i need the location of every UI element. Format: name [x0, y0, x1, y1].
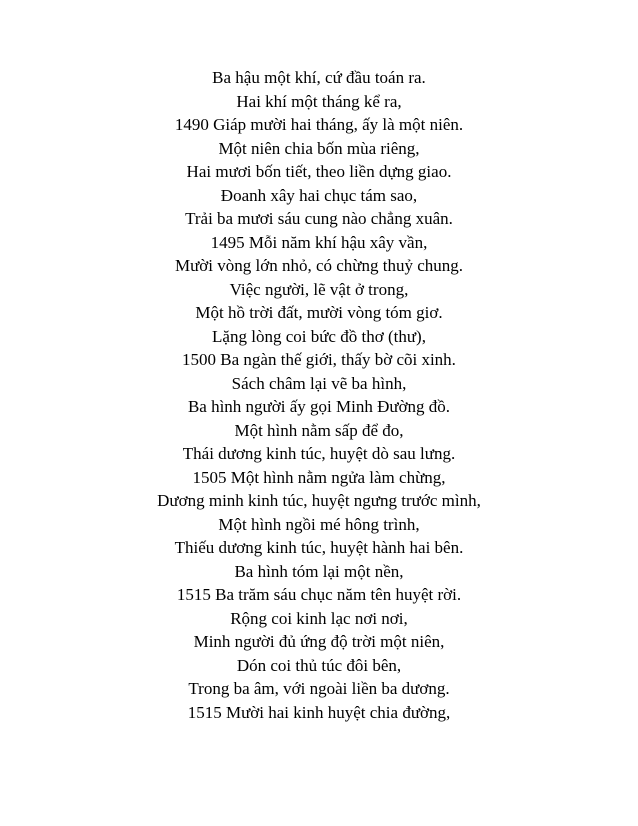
- poem-line: Dương minh kinh túc, huyệt ngưng trước mình,: [157, 491, 481, 510]
- poem-line: Dón coi thủ túc đôi bên,: [236, 655, 402, 675]
- poem-line: 1500 Ba ngàn thế giới, thấy bờ cõi xinh.: [182, 350, 456, 369]
- poem-line: Lặng lòng coi bức đồ thơ (thư),: [212, 326, 426, 346]
- poem-line: Ba hậu một khí, cứ đầu toán ra.: [212, 68, 426, 87]
- poem-line: Ba hình tóm lại một nền,: [234, 561, 404, 581]
- poem-line: Sách châm lại vẽ ba hình,: [231, 373, 407, 393]
- poem-line: Mười vòng lớn nhỏ, có chừng thuỷ chung.: [174, 256, 464, 275]
- poem-line: Thái dương kinh túc, huyệt dò sau lưng.: [182, 444, 456, 463]
- poem-line: Trải ba mươi sáu cung nào chẳng xuân.: [185, 209, 453, 228]
- poem-line: Hai khí một tháng kể ra,: [236, 91, 402, 111]
- poem-line: 1490 Giáp mười hai tháng, ấy là một niên.: [174, 115, 464, 134]
- poem-line: Một hình nằm sấp để đo,: [234, 420, 404, 440]
- poem-line: 1495 Mỗi năm khí hậu xây vần,: [210, 232, 428, 252]
- poem-line: Việc người, lẽ vật ở trong,: [229, 279, 409, 299]
- poem-line: Ba hình người ấy gọi Minh Đường đồ.: [187, 397, 451, 416]
- poem-line: 1515 Mười hai kinh huyệt chia đường,: [187, 702, 451, 722]
- poem-line: Một hình ngồi mé hông trình,: [218, 514, 420, 534]
- poem-line: Rộng coi kinh lạc nơi nơi,: [230, 608, 408, 628]
- poem-line: Hai mươi bốn tiết, theo liền dựng giao.: [186, 162, 452, 181]
- poem-text: [0, 66, 638, 724]
- poem-line: Đoanh xây hai chục tám sao,: [220, 185, 418, 205]
- poem-line: 1505 Một hình nằm ngửa làm chừng,: [192, 467, 446, 487]
- poem-line: Minh người đủ ứng độ trời một niên,: [193, 632, 445, 651]
- poem-line: Thiếu dương kinh túc, huyệt hành hai bên.: [174, 538, 464, 557]
- poem-line: Một hồ trời đất, mười vòng tóm giơ.: [195, 303, 443, 322]
- poem-line: Trong ba âm, với ngoài liền ba dương.: [188, 679, 450, 698]
- poem-line: 1515 Ba trăm sáu chục năm tên huyệt rời.: [176, 585, 462, 604]
- poem-line: Một niên chia bốn mùa riêng,: [218, 138, 420, 158]
